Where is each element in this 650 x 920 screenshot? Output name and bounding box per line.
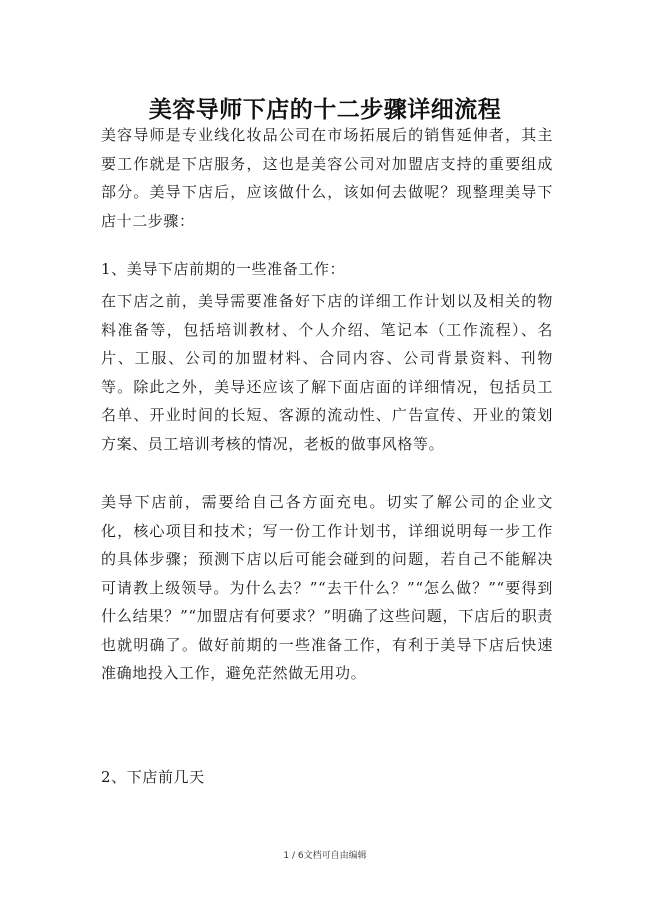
section-2-heading: 2、下店前几天 bbox=[101, 768, 205, 786]
section-1-paragraph-2: 美导下店前，需要给自己各方面充电。切实了解公司的企业文化，核心项目和技术；写一份工作计划书，详细说明每一步工作的具体步骤；预测下店以后可能会碰到的问题，若自己不能解决可请教上级领导。为什么去？”“去干什么？”“怎么做？”“要得到什么结果？”“加盟店有何要求？”明确了这些问题，下店后的职责也就明确了。做好前期的一些准备工作，有利于美导下店后快速准确地投入工作，避免茫然做无用功。 bbox=[101, 493, 553, 682]
page-footer: 1 / 6文档可自由编辑 bbox=[283, 851, 367, 861]
section-1-paragraph-1: 在下店之前，美导需要准备好下店的详细工作计划以及相关的物料准备等，包括培训教材、个人介绍、笔记本（工作流程）、名片、工服、公司的加盟材料、合同内容、公司背景资料、刊物等。除此之外，美导还应该了解下面店面的详细情况，包括员工名单、开业时间的长短、客源的流动性、广告宣传、开业的策划方案、员工培训考核的情况，老板的做事风格等。 bbox=[101, 292, 553, 453]
section-1-heading: 1、美导下店前期的一些准备工作： bbox=[101, 260, 346, 278]
document-title: 美容导师下店的十二步骤详细流程 bbox=[148, 97, 502, 124]
intro-paragraph: 美容导师是专业线化妆品公司在市场拓展后的销售延伸者，其主要工作就是下店服务，这也是美容公司对加盟店支持的重要组成部分。美导下店后，应该做什么，该如何去做呢？现整理美导下店十二步骤： bbox=[101, 126, 553, 230]
